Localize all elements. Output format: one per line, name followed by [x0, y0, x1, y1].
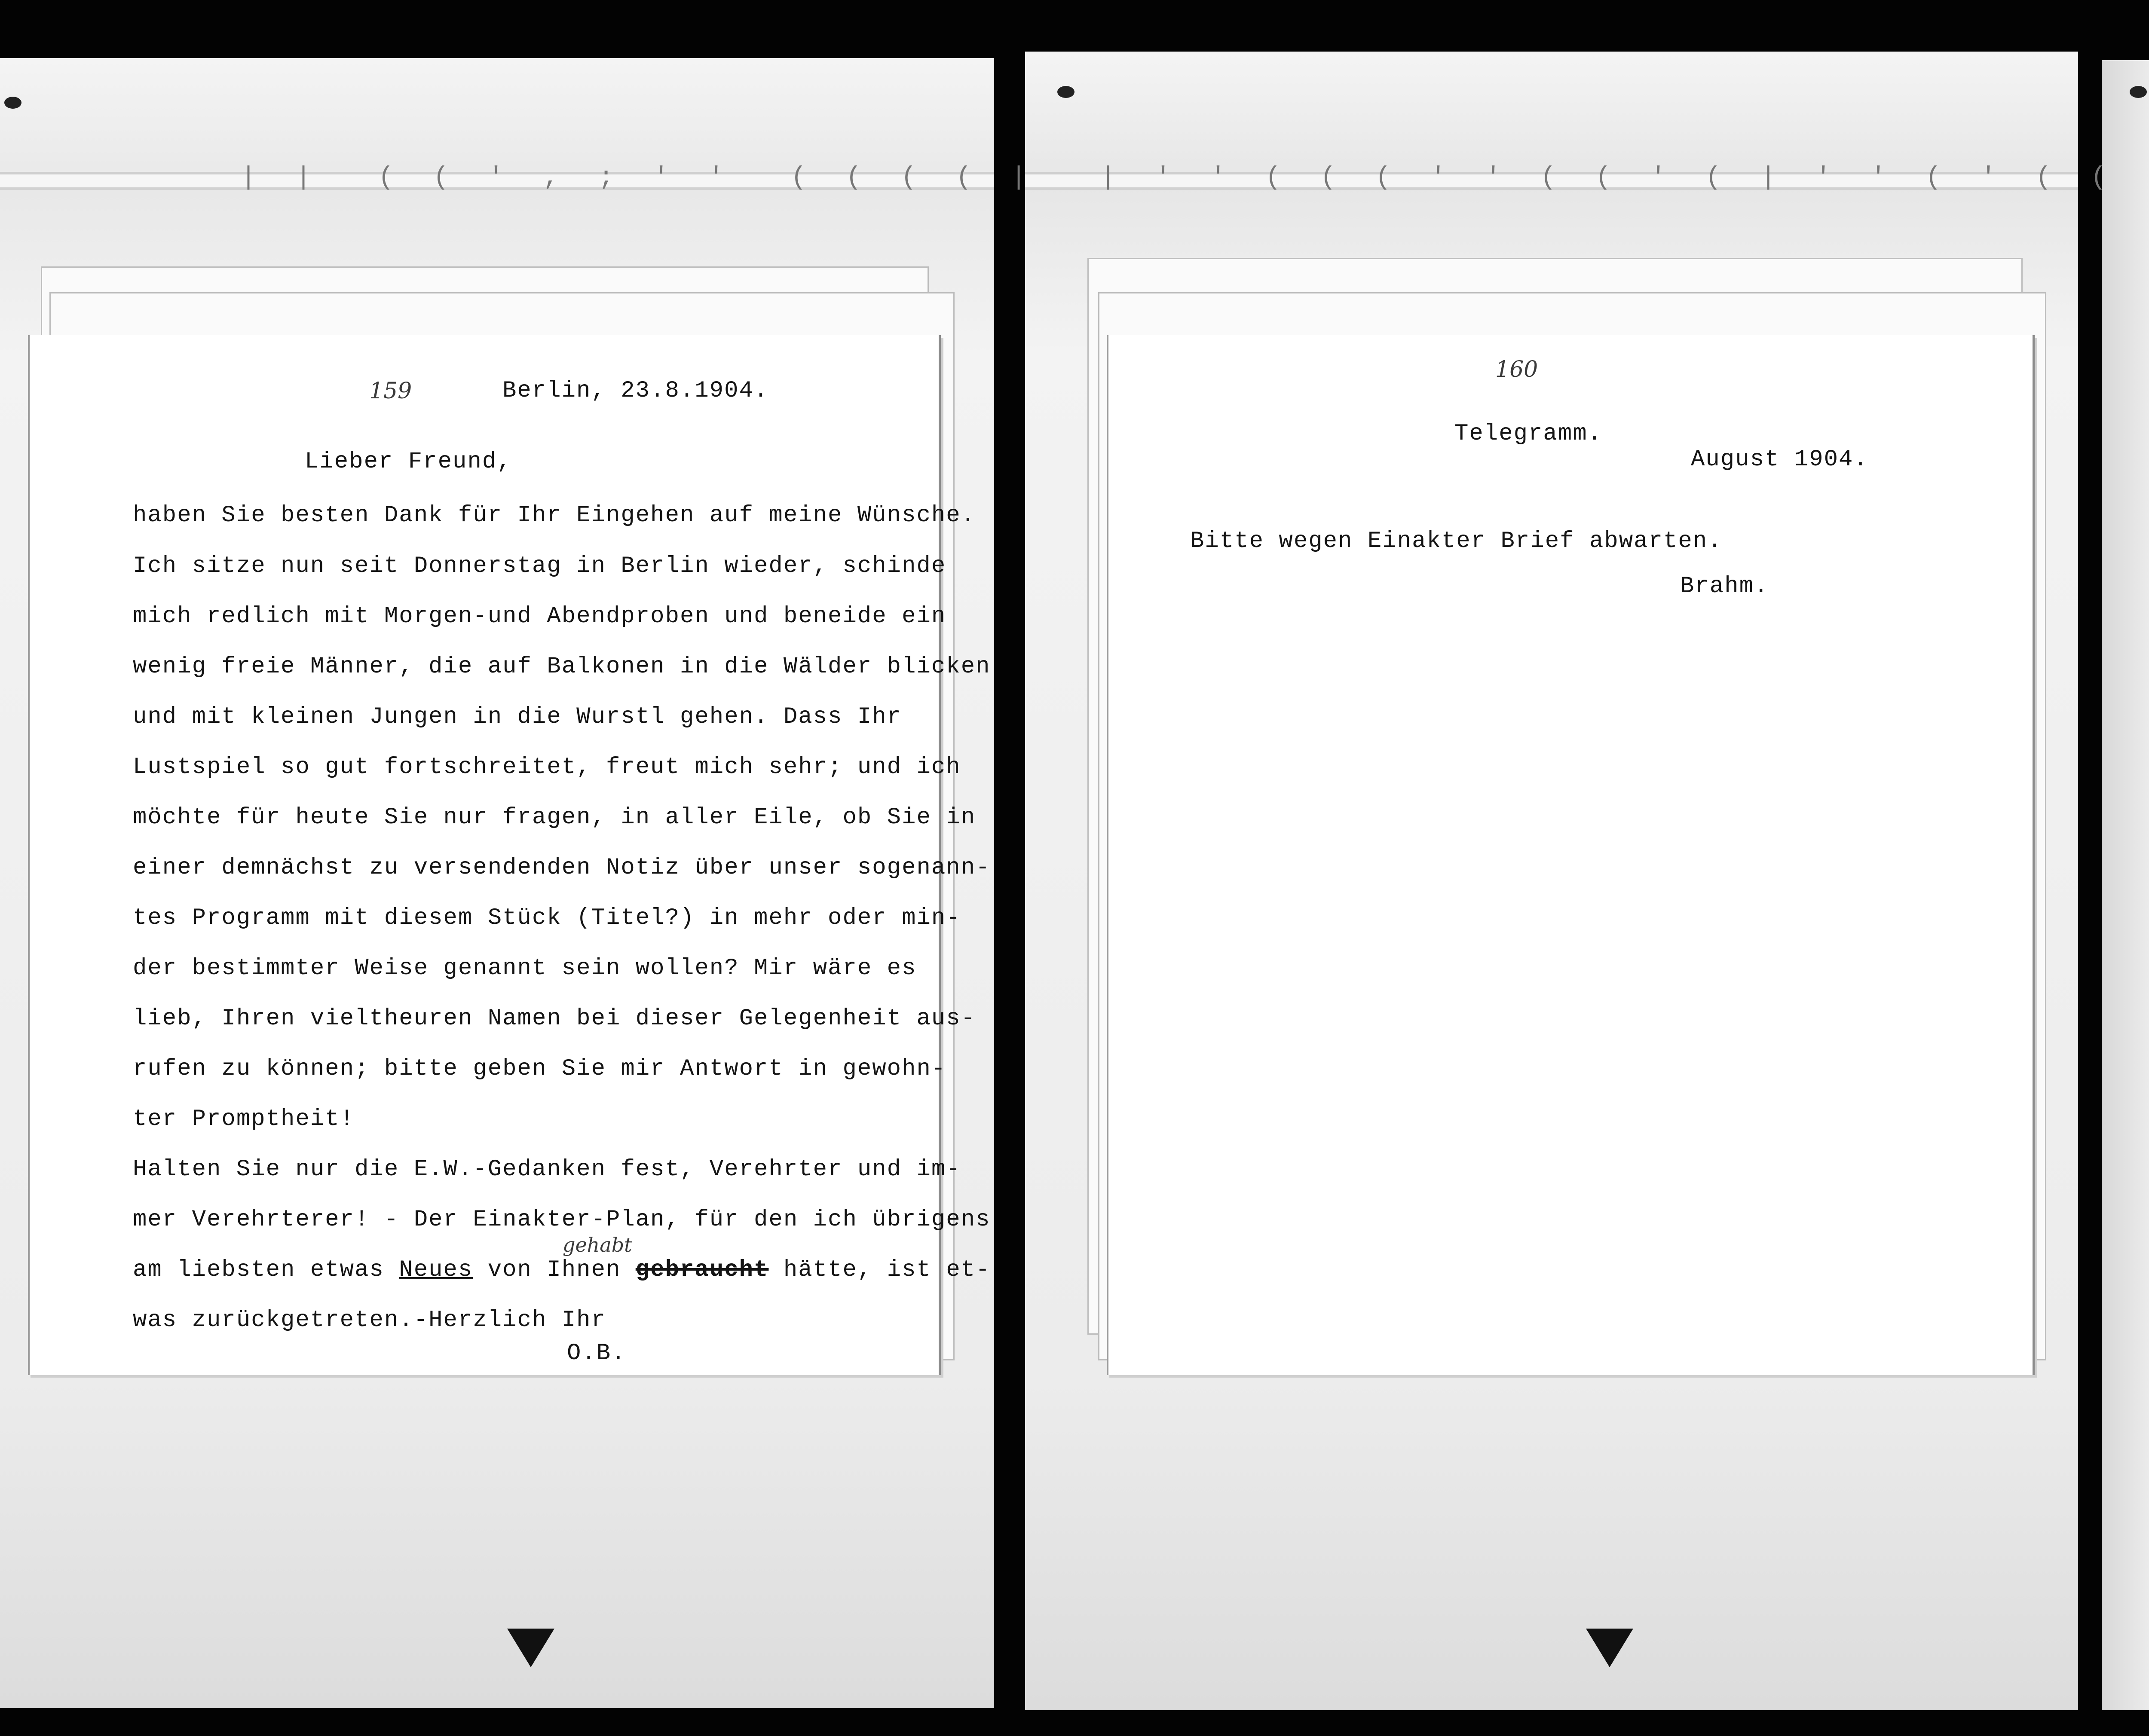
- letter-line: ter Promptheit!: [133, 1106, 355, 1132]
- salutation: Lieber Freund,: [305, 449, 512, 475]
- letter-line: rufen zu können; bitte geben Sie mir Antwort in gewohn-: [133, 1056, 946, 1082]
- page-number: 160: [1495, 357, 1538, 382]
- letter-line: Ich sitze nun seit Donnerstag in Berlin wieder, schinde: [133, 553, 946, 579]
- letter-line: der bestimmter Weise genannt sein wollen? Mir wäre es: [133, 955, 917, 981]
- letter-line: tes Programm mit diesem Stück (Titel?) in mehr oder min-: [133, 905, 961, 931]
- punch-hole: [1057, 86, 1074, 98]
- punch-hole: [4, 97, 21, 109]
- binder-ticks-right: | ' ' ( ( ( ' ' ( ( ' ( | ' ' ( ' ( (: [1100, 163, 2118, 193]
- underlined-word: Neues: [399, 1257, 473, 1283]
- signature: O.B.: [567, 1340, 626, 1366]
- binder-clip: [1586, 1629, 1633, 1667]
- line-segment: hätte, ist et-: [768, 1257, 991, 1283]
- film-frame-edge: [2102, 60, 2149, 1710]
- letter-line: lieb, Ihren vieltheuren Namen bei dieser Gelegenheit aus-: [133, 1006, 976, 1032]
- letter-line: wenig freie Männer, die auf Balkonen in die Wälder blicken: [133, 654, 991, 680]
- telegram-body: Bitte wegen Einakter Brief abwarten.: [1190, 528, 1723, 554]
- struck-word: gebraucht: [635, 1257, 769, 1283]
- letter-line: mich redlich mit Morgen-und Abendproben und beneide ein: [133, 603, 946, 630]
- dateline: Berlin, 23.8.1904.: [502, 378, 769, 404]
- line-segment: von Ihnen: [473, 1257, 636, 1283]
- telegram-page: [1107, 335, 2035, 1375]
- letter-line: und mit kleinen Jungen in die Wurstl gehen. Dass Ihr: [133, 704, 902, 730]
- letter-page: [28, 335, 991, 1375]
- letter-line: möchte für heute Sie nur fragen, in aller Eile, ob Sie in: [133, 804, 976, 831]
- binder-clip: [507, 1629, 554, 1667]
- telegram-heading: Telegramm.: [1454, 421, 1603, 447]
- binder-ticks-left: | | ( ( ' , ; ' ' ( ( ( ( |: [241, 163, 1039, 193]
- letter-line: einer demnächst zu versendenden Notiz über unser sogenann-: [133, 855, 991, 881]
- letter-line: Lustspiel so gut fortschreitet, freut mich sehr; und ich: [133, 754, 961, 780]
- letter-line: mer Verehrterer! - Der Einakter-Plan, für den ich übrigens: [133, 1207, 991, 1233]
- letter-line: haben Sie besten Dank für Ihr Eingehen auf meine Wünsche.: [133, 502, 976, 529]
- telegram-signature: Brahm.: [1680, 573, 1769, 599]
- letter-line: [133, 1257, 991, 1283]
- punch-hole: [2130, 86, 2147, 98]
- page-number: 159: [369, 378, 412, 404]
- line-segment: am liebsten etwas: [133, 1257, 399, 1283]
- letter-line: Halten Sie nur die E.W.-Gedanken fest, Verehrter und im-: [133, 1156, 961, 1183]
- letter-line: was zurückgetreten.-Herzlich Ihr: [133, 1307, 606, 1333]
- telegram-date: August 1904.: [1691, 446, 1868, 473]
- handwritten-insertion: gehabt: [563, 1233, 632, 1256]
